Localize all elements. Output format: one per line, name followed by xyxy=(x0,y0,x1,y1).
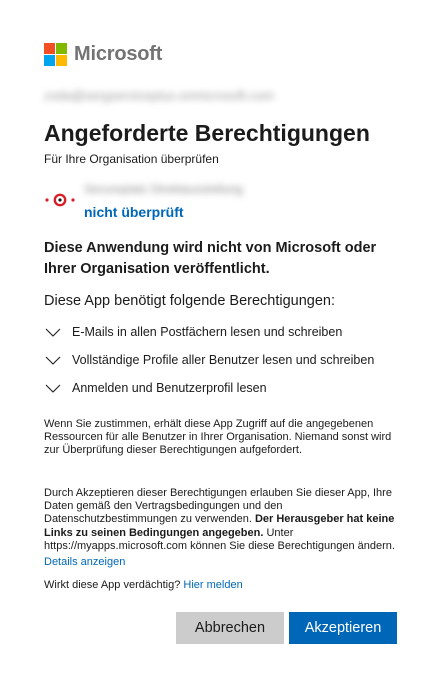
microsoft-logo-icon xyxy=(44,43,67,66)
button-bar xyxy=(176,612,397,644)
app-name: Secureplatz Direktausstellung xyxy=(84,182,243,196)
permission-item[interactable] xyxy=(44,346,374,374)
report-row xyxy=(44,579,243,591)
consent-info-text: Wenn Sie zustimmen, erhält diese App Zugriff auf die angegebenen Ressourcen für alle Benutzer in Ihrer Organisation. Niemand sonst wird zur Überprüfung dieser Berechtigungen aufgefordert. xyxy=(44,418,392,457)
verification-status: nicht überprüft xyxy=(84,204,184,220)
brand-name: Microsoft xyxy=(74,43,163,65)
accept-button[interactable]: Akzeptieren xyxy=(289,612,397,644)
cancel-button[interactable]: Abbrechen xyxy=(176,612,284,644)
red-dot-logo-icon xyxy=(44,192,76,208)
consent-terms-part1: Durch Akzeptieren dieser Berechtigungen erlauben Sie dieser App, Ihre Daten gemäß den Vertragsbedingungen und den Datenschutzbestimmungen zu verwenden. xyxy=(44,487,392,526)
page-subtitle: Für Ihre Organisation überprüfen xyxy=(44,152,219,166)
publisher-warning: Diese Anwendung wird nicht von Microsoft oder Ihrer Organisation veröffentlicht. xyxy=(44,240,377,277)
report-question: Wirkt diese App verdächtig? xyxy=(44,579,181,591)
permission-label: Anmelden und Benutzerprofil lesen xyxy=(72,381,267,395)
chevron-down-icon[interactable] xyxy=(44,382,62,394)
microsoft-logo xyxy=(44,43,162,66)
app-info xyxy=(44,182,396,222)
page-title: Angeforderte Berechtigungen xyxy=(44,120,370,146)
chevron-down-icon[interactable] xyxy=(44,326,62,338)
consent-terms-bold: Der Herausgeber hat keine Links zu seinen Bedingungen angegeben. xyxy=(44,513,395,539)
permission-label: E-Mails in allen Postfächern lesen und schreiben xyxy=(72,325,343,339)
chevron-down-icon[interactable] xyxy=(44,354,62,366)
permission-item[interactable] xyxy=(44,318,374,346)
account-email: zxda@sergserviceplus.onmicrosoft.com xyxy=(44,88,274,103)
permission-label: Vollständige Profile aller Benutzer lesen und schreiben xyxy=(72,353,375,367)
permissions-list xyxy=(44,318,374,402)
consent-terms-text xyxy=(44,487,396,553)
report-link[interactable]: Hier melden xyxy=(183,579,243,591)
details-link[interactable]: Details anzeigen xyxy=(44,556,126,568)
permission-item[interactable] xyxy=(44,374,374,402)
consent-terms-part2: Unter https://myapps.microsoft.com können Sie diese Berechtigungen ändern. xyxy=(44,526,395,552)
permissions-heading: Diese App benötigt folgende Berechtigungen: xyxy=(44,293,336,309)
